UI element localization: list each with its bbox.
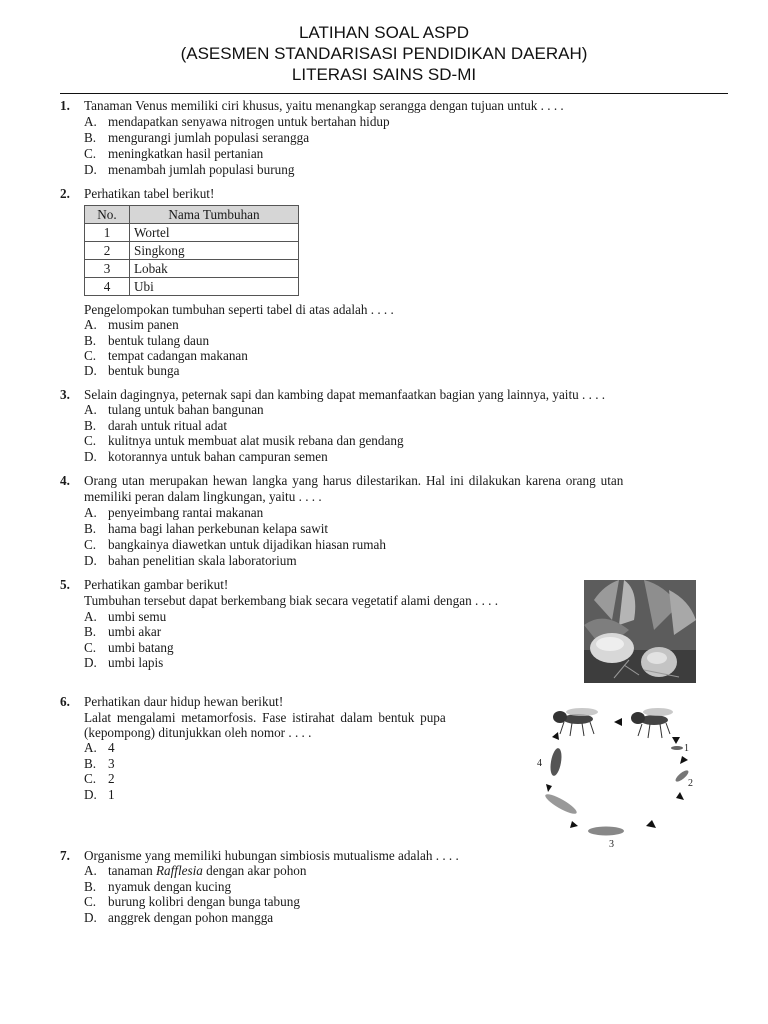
question-text: Perhatikan gambar berikut! bbox=[84, 577, 229, 592]
adult-fly-icon bbox=[553, 708, 598, 736]
header-title: LATIHAN SOAL ASPD bbox=[298, 23, 470, 42]
option-a: A. 4 bbox=[84, 740, 115, 755]
question-number: 4. bbox=[60, 473, 70, 488]
option-a: A. mendapatkan senyawa nitrogen untuk bertahan hidup bbox=[84, 114, 390, 129]
option-b: B. bentuk tulang daun bbox=[84, 333, 210, 348]
option-b: B. mengurangi jumlah populasi serangga bbox=[84, 130, 310, 145]
option-c: C. meningkatkan hasil pertanian bbox=[84, 146, 264, 161]
question-text-continued: Lalat mengalami metamorfosis. Fase istirahat dalam bentuk pupa bbox=[84, 710, 446, 725]
table-row: 2 Singkong bbox=[85, 242, 299, 260]
kohlrabi-photo bbox=[584, 580, 696, 683]
larva-medium-icon bbox=[543, 791, 579, 817]
stage-label-3: 3 bbox=[609, 839, 614, 850]
question-number: 6. bbox=[60, 694, 70, 709]
question-text: Selain dagingnya, peternak sapi dan kambing dapat memanfaatkan bagian yang lainnya, yaitu . . . . bbox=[84, 387, 606, 402]
option-a: A. tanaman Rafflesia dengan akar pohon bbox=[84, 863, 307, 878]
stage-label-4: 4 bbox=[537, 758, 542, 769]
option-d: D. 1 bbox=[84, 787, 115, 802]
larva-large-icon bbox=[588, 827, 624, 836]
option-d: D. kotorannya untuk bahan campuran semen bbox=[84, 449, 328, 464]
option-a: A. penyeimbang rantai makanan bbox=[84, 505, 264, 520]
option-a: A. tulang untuk bahan bangunan bbox=[84, 402, 264, 417]
header-subject: LITERASI SAINS SD-MI bbox=[291, 65, 477, 84]
header-divider bbox=[60, 93, 728, 94]
option-d: D. menambah jumlah populasi burung bbox=[84, 162, 295, 177]
option-c: C. kulitnya untuk membuat alat musik rebana dan gendang bbox=[84, 433, 404, 448]
table-header-name: Nama Tumbuhan bbox=[130, 206, 299, 224]
table-row: 1 Wortel bbox=[85, 224, 299, 242]
question-text-continued: memiliki peran dalam lingkungan, yaitu . . . . bbox=[84, 489, 322, 504]
question-text: Perhatikan tabel berikut! bbox=[84, 186, 215, 201]
option-b: B. hama bagi lahan perkebunan kelapa sawit bbox=[84, 521, 329, 536]
table-row: 3 Lobak bbox=[85, 260, 299, 278]
question-number: 2. bbox=[60, 186, 70, 201]
question-number: 5. bbox=[60, 577, 70, 592]
option-c: C. 2 bbox=[84, 771, 115, 786]
option-c: C. tempat cadangan makanan bbox=[84, 348, 248, 363]
stage-label-2: 2 bbox=[688, 778, 693, 789]
option-b: B. darah untuk ritual adat bbox=[84, 418, 228, 433]
question-text: Organisme yang memiliki hubungan simbiosis mutualisme adalah . . . . bbox=[84, 848, 459, 863]
question-text-continued: Tumbuhan tersebut dapat berkembang biak secara vegetatif alami dengan . . . . bbox=[84, 593, 499, 608]
table-header-no: No. bbox=[85, 206, 130, 224]
option-d: D. anggrek dengan pohon mangga bbox=[84, 910, 274, 925]
header-subtitle: (ASESMEN STANDARISASI PENDIDIKAN DAERAH) bbox=[180, 44, 588, 63]
option-a: A. umbi semu bbox=[84, 609, 167, 624]
plant-table bbox=[84, 205, 299, 296]
option-d: D. umbi lapis bbox=[84, 655, 164, 670]
question-text: Perhatikan daur hidup hewan berikut! bbox=[84, 694, 284, 709]
option-b: B. umbi akar bbox=[84, 624, 162, 639]
question-text-continued-2: (kepompong) ditunjukkan oleh nomor . . . . bbox=[84, 725, 312, 740]
option-b: B. nyamuk dengan kucing bbox=[84, 879, 232, 894]
question-text: Tanaman Venus memiliki ciri khusus, yaitu menangkap serangga dengan tujuan untuk . . . . bbox=[84, 98, 564, 113]
question-number: 7. bbox=[60, 848, 70, 863]
adult-fly-icon bbox=[631, 708, 673, 738]
question-text: Pengelompokan tumbuhan seperti tabel di atas adalah . . . . bbox=[84, 302, 394, 317]
option-a: A. musim panen bbox=[84, 317, 179, 332]
option-d: D. bentuk bunga bbox=[84, 363, 180, 378]
option-c: C. burung kolibri dengan bunga tabung bbox=[84, 894, 300, 909]
option-c: C. umbi batang bbox=[84, 640, 174, 655]
fly-life-cycle-diagram bbox=[534, 704, 724, 850]
document-header bbox=[0, 22, 768, 85]
kohlrabi-illustration bbox=[584, 580, 696, 683]
option-b: B. 3 bbox=[84, 756, 115, 771]
fly-life-cycle-illustration bbox=[534, 704, 724, 850]
stage-label-1: 1 bbox=[684, 743, 689, 754]
pupa-icon bbox=[549, 747, 564, 776]
option-c: C. bangkainya diawetkan untuk dijadikan hiasan rumah bbox=[84, 537, 386, 552]
question-number: 3. bbox=[60, 387, 70, 402]
question-number: 1. bbox=[60, 98, 70, 113]
table-row: 4 Ubi bbox=[85, 278, 299, 296]
egg-icon bbox=[671, 746, 683, 750]
option-d: D. bahan penelitian skala laboratorium bbox=[84, 553, 297, 568]
question-text: Orang utan merupakan hewan langka yang harus dilestarikan. Hal ini dilakukan karena orang utan bbox=[84, 473, 624, 488]
